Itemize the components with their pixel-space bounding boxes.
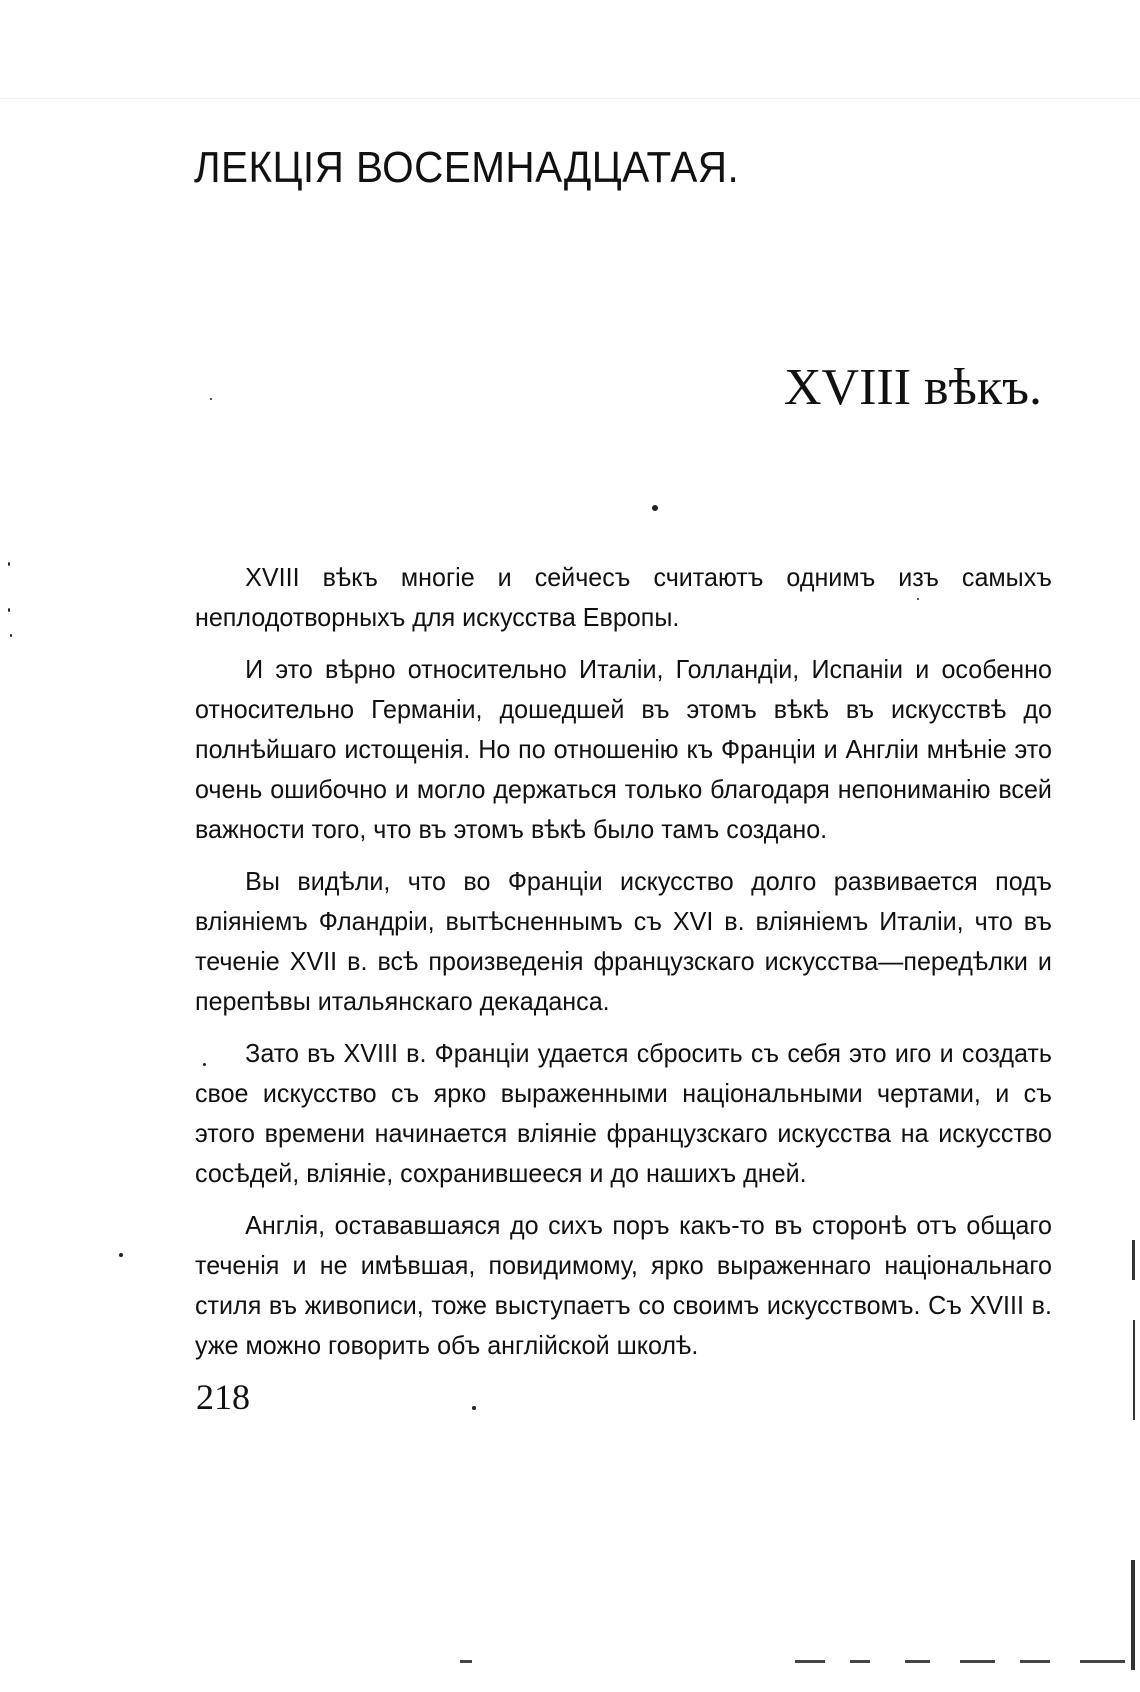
paragraph: XVIII вѣкъ многіе и сейчесъ считаютъ однимъ изъ самыхъ неплодотворныхъ для искусства Европы. <box>195 562 1052 632</box>
scan-edge-mark <box>1131 1560 1135 1670</box>
chapter-title: XVIII вѣкъ. <box>784 359 1042 416</box>
paragraph: Вы видѣли, что во Франціи искусство долго развивается подъ вліяніемъ Фландріи, вытѣсненнымъ съ XVI в. вліяніемъ Италіи, что въ теченіе XVII в. всѣ произведенія французскаго искусства—передѣлки и перепѣвы итальянскаго декаданса. <box>195 866 1052 1016</box>
lecture-heading: ЛЕКЦІЯ ВОСЕМНАДЦАТАЯ. <box>194 143 740 192</box>
scan-edge-mark <box>1133 1320 1135 1420</box>
body-text <box>195 557 1052 1377</box>
scan-speck <box>472 1406 476 1410</box>
scan-speck <box>203 1063 206 1066</box>
page-top-edge <box>0 98 1140 99</box>
scan-speck <box>119 1253 123 1257</box>
scan-speck <box>210 398 212 400</box>
scan-speck <box>652 505 658 511</box>
scan-speck <box>917 598 919 600</box>
scan-speck <box>8 562 10 566</box>
scan-edge-mark <box>1080 1660 1125 1663</box>
scan-speck <box>10 634 12 637</box>
scan-edge-mark <box>1020 1660 1050 1663</box>
scan-edge-mark <box>960 1660 995 1663</box>
scan-edge-mark <box>1132 1240 1135 1280</box>
scan-speck <box>8 608 10 612</box>
scan-edge-mark <box>460 1660 472 1663</box>
scan-edge-mark <box>795 1660 825 1663</box>
paragraph: Англія, остававшаяся до сихъ поръ какъ-то въ сторонѣ отъ общаго теченія и не имѣвшая, повидимому, ярко выраженнаго національнаго стиля въ живописи, тоже выступаетъ со своимъ искусствомъ. Съ XVIII в. уже можно говорить объ англійской школѣ. <box>195 1210 1052 1360</box>
paragraph: Зато въ XVIII в. Франціи удается сбросить съ себя это иго и создать свое искусство съ ярко выраженными національными чертами, и съ этого времени начинается вліяніе французскаго искусства на искусство сосѣдей, вліяніе, сохранившееся и до нашихъ дней. <box>195 1038 1052 1188</box>
scan-edge-mark <box>905 1660 930 1663</box>
page-number: 218 <box>196 1377 250 1417</box>
scan-edge-mark <box>850 1660 870 1663</box>
paragraph: И это вѣрно относительно Италіи, Голландіи, Испаніи и особенно относительно Германіи, дошедшей въ этомъ вѣкѣ въ искусствѣ до полнѣйшаго истощенія. Но по отношенію къ Франціи и Англіи мнѣніе это очень ошибочно и могло держаться только благодаря непониманію всей важности того, что въ этомъ вѣкѣ было тамъ создано. <box>195 654 1052 844</box>
